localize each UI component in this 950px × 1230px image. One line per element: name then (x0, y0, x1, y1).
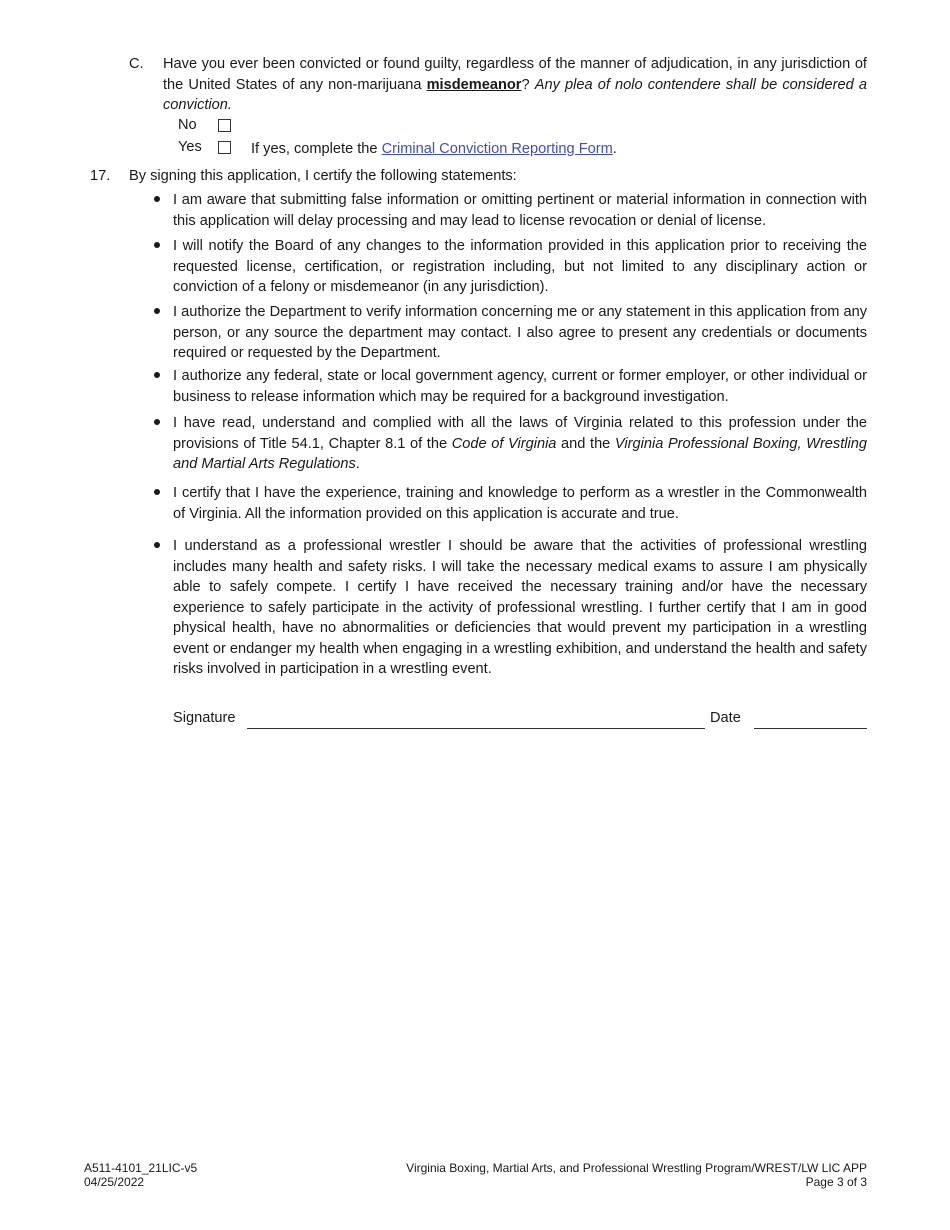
statement-release-information: I authorize any federal, state or local government agency, current or former employer, or other individual or business to release information which may be required for a background investigation. (173, 368, 867, 405)
section-17-number: 17. (90, 168, 111, 184)
bullet-icon (154, 196, 160, 202)
section-c-question: Have you ever been convicted or found guilty, regardless of the manner of adjudication, in any jurisdiction of the United States of any non-marijuana misdemeanor? Any plea of nolo contendere shall be considered a conviction. (163, 56, 867, 113)
yes-instruction: If yes, complete the Criminal Conviction Reporting Form. (251, 141, 617, 157)
date-label: Date (710, 710, 741, 726)
footer-form-date: 04/25/2022 (84, 1175, 145, 1189)
statement-authorize-department: I authorize the Department to verify information concerning me or any statement in this application from any person, or any source the department may contact. I also agree to present any credentials or documents required or requested by the Department. (173, 304, 867, 361)
yes-checkbox[interactable] (218, 141, 231, 154)
statement-experience-training: I certify that I have the experience, training and knowledge to perform as a wrestler in the Commonwealth of Virginia. All the information provided on this application is accurate and true. (173, 485, 867, 522)
bullet-icon (154, 308, 160, 314)
nolo-contendere-note: Any plea of nolo contendere shall be considered a conviction. (163, 76, 867, 113)
section-c-label: C. (129, 56, 144, 72)
footer-form-id: A511-4101_21LIC-v5 (84, 1161, 198, 1175)
section-17-intro: By signing this application, I certify the following statements: (129, 168, 517, 184)
statement-laws-of-virginia: I have read, understand and complied with all the laws of Virginia related to this profession under the provisions of Title 54.1, Chapter 8.1 of the Code of Virginia and the Virginia Professional Boxing, Wrestling and Martial Arts Regulations. (173, 415, 867, 472)
footer-page-number: Page 3 of 3 (805, 1175, 867, 1189)
criminal-conviction-form-link[interactable]: Criminal Conviction Reporting Form (381, 141, 613, 157)
yes-option-label: Yes (178, 139, 202, 155)
bullet-icon (154, 242, 160, 248)
footer-program: Virginia Boxing, Martial Arts, and Professional Wrestling Program/WREST/LW LIC APP (406, 1161, 867, 1175)
statement-health-safety: I understand as a professional wrestler I should be aware that the activities of professional wrestling includes many health and safety risks. I will take the necessary medical exams to assure I am physically able to safely compete. I certify I have received the necessary training and/or have the necessary experience to safely participate in the activity of professional wrestling. I further certify that I am in good physical health, have no abnormalities or deficiencies that would prevent my participation in a wrestling event or endanger my health when engaging in a wrestling exhibition, and understand the health and safety risks involved in participation in a wrestling event. (173, 538, 867, 677)
statement-false-information: I am aware that submitting false information or omitting pertinent or material information in connection with this application will delay processing and may lead to license revocation or denial of license. (173, 192, 867, 229)
no-checkbox[interactable] (218, 119, 231, 132)
bullet-icon (154, 489, 160, 495)
bullet-icon (154, 372, 160, 378)
bullet-icon (154, 419, 160, 425)
date-line[interactable] (754, 728, 867, 729)
misdemeanor-term: misdemeanor (426, 76, 522, 93)
signature-line[interactable] (247, 728, 705, 729)
statement-notify-board: I will notify the Board of any changes to the information provided in this application prior to receiving the requested license, certification, or registration including, but not limited to any disciplinary action or conviction of a felony or misdemeanor (in any jurisdiction). (173, 238, 867, 295)
bullet-icon (154, 542, 160, 548)
no-option-label: No (178, 117, 197, 133)
signature-label: Signature (173, 710, 236, 726)
